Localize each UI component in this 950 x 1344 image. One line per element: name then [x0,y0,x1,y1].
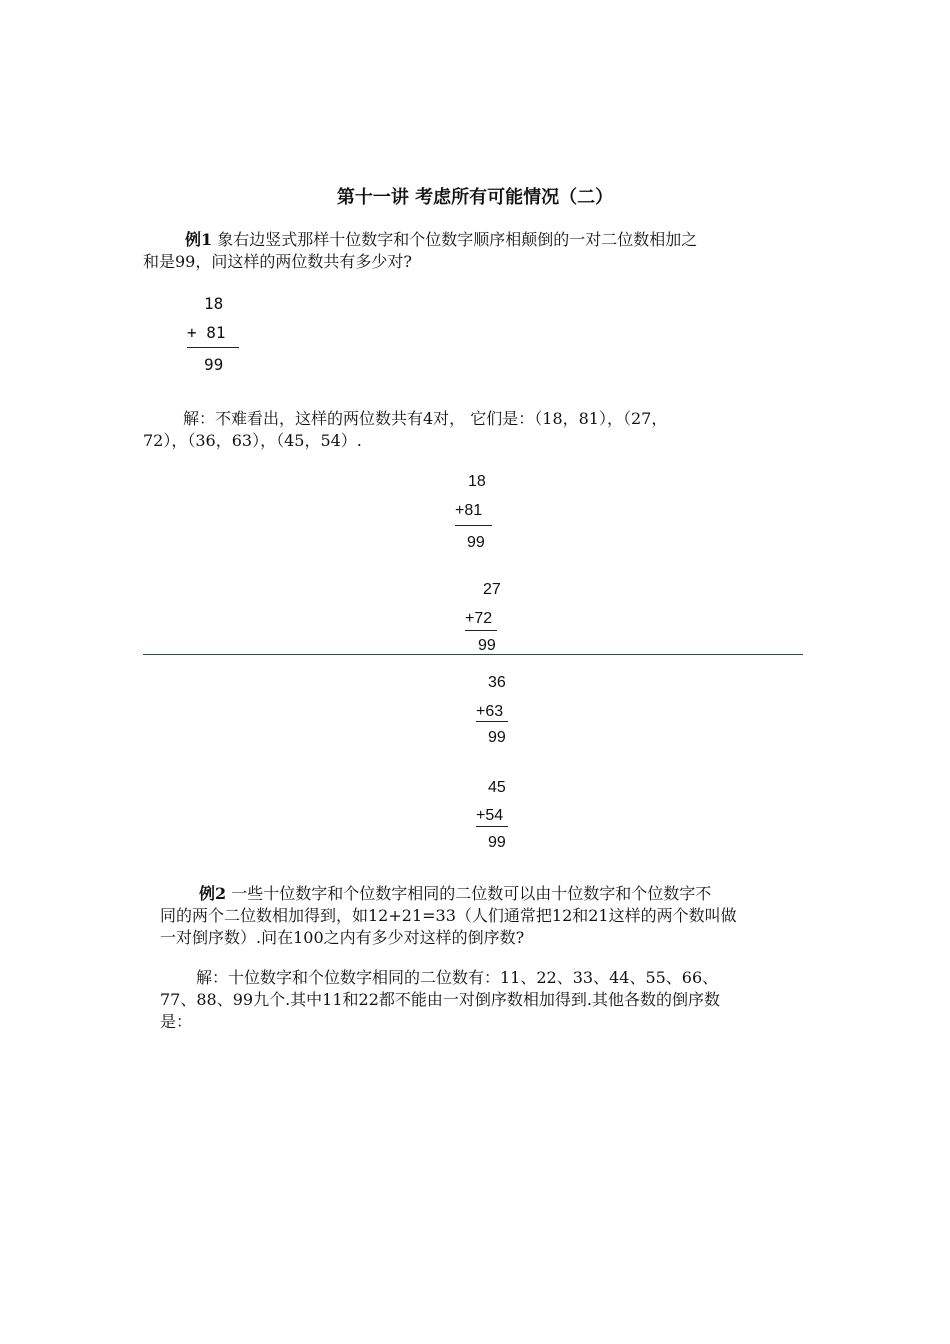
example1-question-line2: 和是99，问这样的两位数共有多少对? [143,252,412,271]
example1-text-line1: 象右边竖式那样十位数字和个位数字顺序相颠倒的一对二位数相加之 [212,230,698,249]
example1-solution [143,408,667,452]
sum-2-result: 99 [478,637,496,654]
example2-solution-line3: 是： [160,1012,193,1031]
example1-vertical-rule [187,347,239,348]
sum-1-result: 99 [467,534,485,551]
sum-1-rule [455,525,492,526]
page-title: 第十一讲 考虑所有可能情况（二） [336,187,614,208]
example2-text-line1: 一些十位数字和个位数字相同的二位数可以由十位数字和个位数字不 [226,884,712,903]
example1-solution-line2: 72），（36，63），（45，54）. [143,431,362,450]
example2-solution-line2: 77、88、99九个.其中11和22都不能由一对倒序数相加得到.其他各数的倒序数 [160,990,720,1009]
example1-solution-line1: 解：不难看出，这样的两位数共有4对， 它们是：（18，81），（27， [183,409,668,428]
sum-2-top: 27 [483,581,501,598]
sum-3-top: 36 [488,674,506,691]
sum-4-rule [476,826,508,827]
example2-question-line2: 同的两个二位数相加得到，如12+21=33（人们通常把12和21这样的两个数叫做 [160,906,737,925]
example1-vertical-bottom: + 81 [187,323,226,342]
sum-2-rule [465,630,497,631]
example1-question [143,229,697,273]
sum-3-rule [476,721,508,722]
example1-question-line1 [143,229,697,251]
example2-question-line3: 一对倒序数）.问在100之内有多少对这样的倒序数? [160,928,525,947]
example1-vertical-result: 99 [204,355,224,374]
sum-4-result: 99 [488,834,506,851]
example1-vertical-top: 18 [204,294,224,313]
example1-label: 例1 [185,230,213,249]
example2-question-line1 [143,883,737,905]
sum-4-top: 45 [488,779,506,796]
example2-label: 例2 [199,884,227,903]
sum-4-bottom: +54 [476,807,504,824]
page-divider [143,654,803,655]
sum-3-result: 99 [488,729,506,746]
example2-solution-line1: 解：十位数字和个位数字相同的二位数有：11、22、33、44、55、66、 [196,968,719,987]
sum-1-bottom: +81 [455,502,483,519]
sum-1-top: 18 [468,473,486,490]
example2-question [143,883,737,949]
sum-2-bottom: +72 [465,610,493,627]
sum-3-bottom: +63 [476,703,504,720]
example2-solution [160,967,720,1033]
